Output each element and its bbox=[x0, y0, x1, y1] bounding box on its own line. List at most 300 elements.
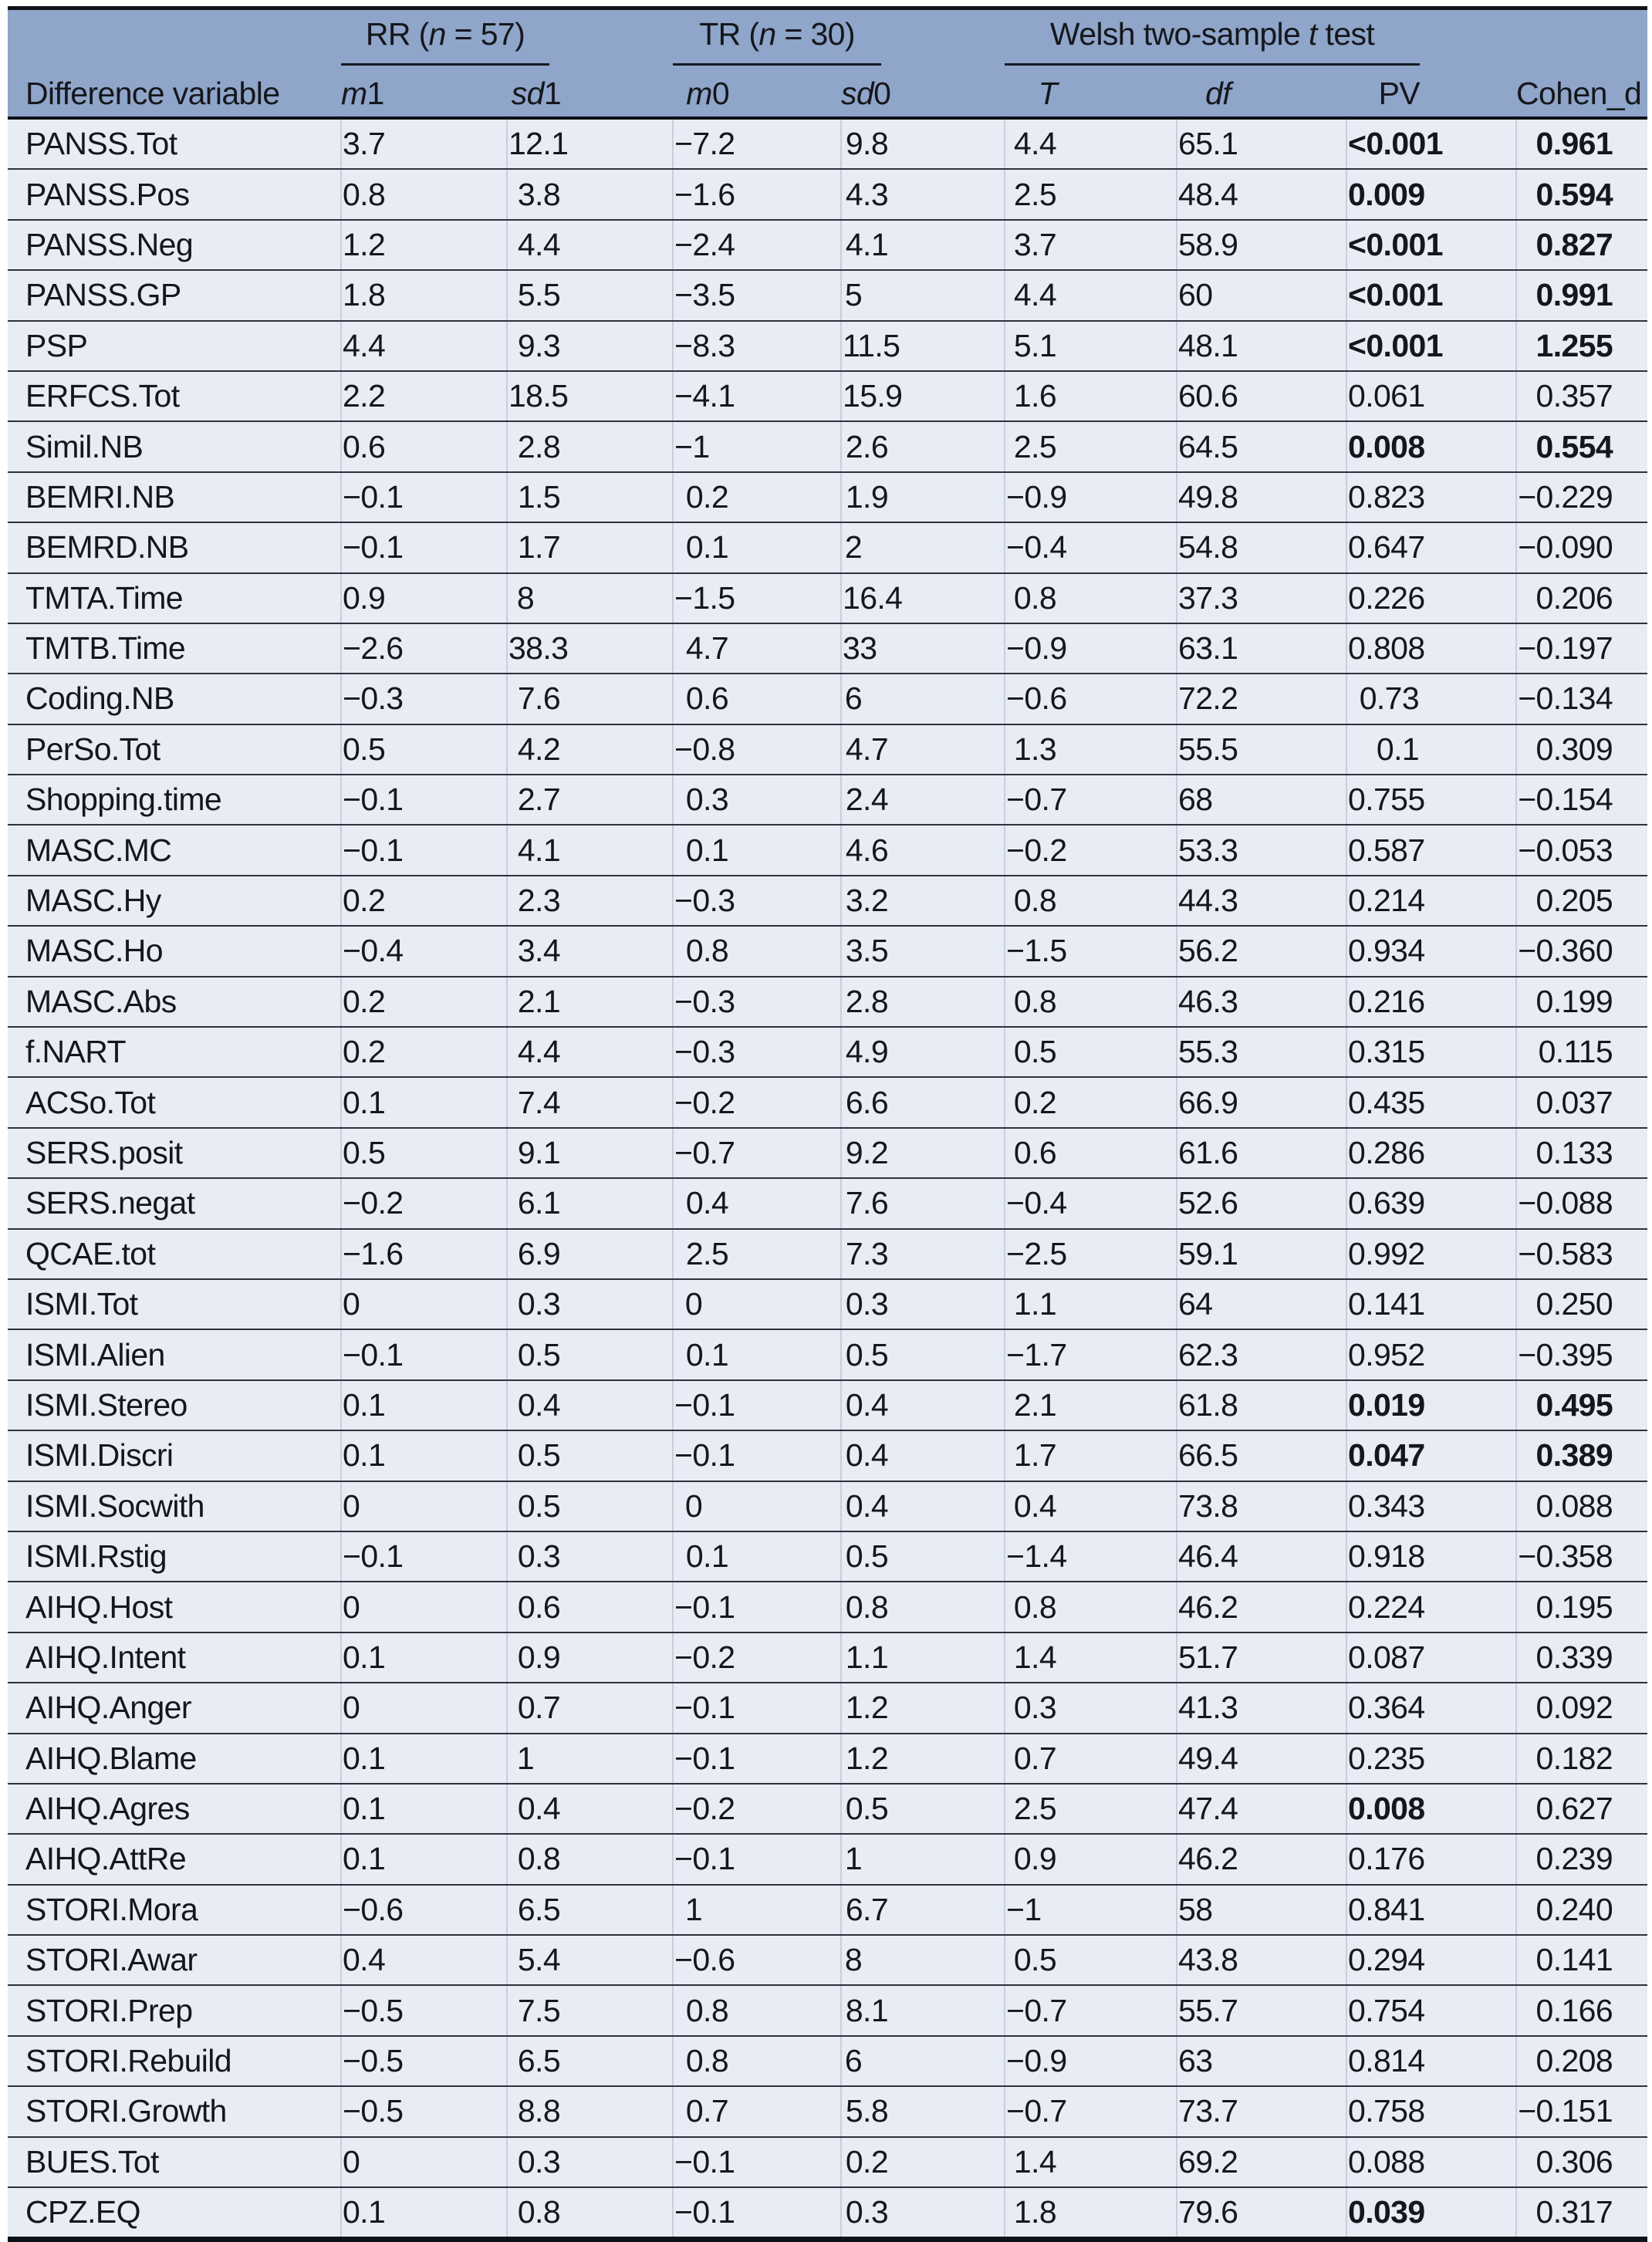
cell-sd0: 0.5 bbox=[841, 1531, 1005, 1582]
table-row bbox=[8, 270, 1647, 320]
table-row bbox=[8, 1380, 1647, 1430]
col-header-difference-variable: Difference variable bbox=[8, 66, 341, 118]
cell-pv: 0.061 bbox=[1346, 371, 1516, 421]
cell-pv: 0.235 bbox=[1346, 1734, 1516, 1784]
cell-sd0: 4.1 bbox=[841, 220, 1005, 270]
cell-m1: 0.2 bbox=[341, 1027, 507, 1077]
cell-pv: 0.755 bbox=[1346, 775, 1516, 825]
cell-m0: −0.7 bbox=[673, 1128, 841, 1178]
cell-variable: AIHQ.Host bbox=[8, 1582, 341, 1632]
table-row bbox=[8, 674, 1647, 724]
cell-cohen-d: 0.594 bbox=[1516, 169, 1647, 219]
cell-variable: TMTA.Time bbox=[8, 573, 341, 623]
table-row bbox=[8, 2137, 1647, 2187]
cell-sd1: 6.5 bbox=[507, 2036, 673, 2086]
cell-sd0: 1.9 bbox=[841, 472, 1005, 522]
table-row bbox=[8, 1128, 1647, 1178]
cell-t: 5.1 bbox=[1005, 321, 1177, 371]
cell-t: −2.5 bbox=[1005, 1229, 1177, 1279]
cell-t: 0.8 bbox=[1005, 876, 1177, 926]
cell-df: 61.6 bbox=[1177, 1128, 1346, 1178]
cell-df: 69.2 bbox=[1177, 2137, 1346, 2187]
cell-m1: 0.5 bbox=[341, 1128, 507, 1178]
cell-sd1: 0.5 bbox=[507, 1329, 673, 1379]
table-row bbox=[8, 1329, 1647, 1379]
welch-t-test-table bbox=[8, 6, 1647, 2242]
cell-variable: ACSo.Tot bbox=[8, 1077, 341, 1127]
cell-variable: f.NART bbox=[8, 1027, 341, 1077]
cell-m1: 2.2 bbox=[341, 371, 507, 421]
cell-df: 51.7 bbox=[1177, 1633, 1346, 1683]
cell-t: 4.4 bbox=[1005, 118, 1177, 169]
cell-df: 68 bbox=[1177, 775, 1346, 825]
cell-t: −1 bbox=[1005, 1885, 1177, 1935]
table-row bbox=[8, 1027, 1647, 1077]
cell-cohen-d: 0.827 bbox=[1516, 220, 1647, 270]
cell-m1: −0.5 bbox=[341, 2086, 507, 2136]
table-row bbox=[8, 472, 1647, 522]
cell-variable: MASC.Hy bbox=[8, 876, 341, 926]
cell-m1: −0.1 bbox=[341, 1531, 507, 1582]
cell-sd1: 2.7 bbox=[507, 775, 673, 825]
table-row bbox=[8, 1633, 1647, 1683]
cell-m0: −0.2 bbox=[673, 1633, 841, 1683]
cell-m0: 4.7 bbox=[673, 623, 841, 674]
cell-m1: −0.6 bbox=[341, 1885, 507, 1935]
cell-t: 0.6 bbox=[1005, 1128, 1177, 1178]
cell-df: 64.5 bbox=[1177, 421, 1346, 471]
cell-m0: −2.4 bbox=[673, 220, 841, 270]
cell-sd0: 0.3 bbox=[841, 1279, 1005, 1329]
cell-pv: 0.934 bbox=[1346, 926, 1516, 976]
cell-pv: 0.918 bbox=[1346, 1531, 1516, 1582]
cell-m1: 0.2 bbox=[341, 876, 507, 926]
cell-variable: MASC.MC bbox=[8, 825, 341, 875]
cell-sd1: 2.8 bbox=[507, 421, 673, 471]
cell-df: 49.4 bbox=[1177, 1734, 1346, 1784]
cell-df: 53.3 bbox=[1177, 825, 1346, 875]
column-header-row bbox=[8, 66, 1647, 118]
cell-df: 46.2 bbox=[1177, 1834, 1346, 1884]
cell-cohen-d: 0.339 bbox=[1516, 1633, 1647, 1683]
cell-cohen-d: 0.961 bbox=[1516, 118, 1647, 169]
table-row bbox=[8, 1279, 1647, 1329]
cell-df: 60 bbox=[1177, 270, 1346, 320]
cell-m0: 0.1 bbox=[673, 825, 841, 875]
cell-df: 55.3 bbox=[1177, 1027, 1346, 1077]
cell-m0: −0.6 bbox=[673, 1935, 841, 1985]
cell-cohen-d: 0.991 bbox=[1516, 270, 1647, 320]
table-row bbox=[8, 1784, 1647, 1834]
cell-sd1: 0.8 bbox=[507, 2187, 673, 2240]
cell-pv: 0.435 bbox=[1346, 1077, 1516, 1127]
cell-variable: ISMI.Discri bbox=[8, 1430, 341, 1481]
group-header-welsh-t-test bbox=[1005, 8, 1516, 66]
cell-pv: 0.823 bbox=[1346, 472, 1516, 522]
cell-cohen-d: 0.317 bbox=[1516, 2187, 1647, 2240]
cell-pv: 0.73 bbox=[1346, 674, 1516, 724]
col-header-sd0: sd0 bbox=[841, 66, 1005, 118]
cell-df: 61.8 bbox=[1177, 1380, 1346, 1430]
cell-t: −0.7 bbox=[1005, 2086, 1177, 2136]
cell-pv: 0.286 bbox=[1346, 1128, 1516, 1178]
cell-sd0: 6 bbox=[841, 674, 1005, 724]
cell-df: 48.4 bbox=[1177, 169, 1346, 219]
cell-cohen-d: 0.141 bbox=[1516, 1935, 1647, 1985]
cell-m0: 0 bbox=[673, 1481, 841, 1531]
cell-variable: TMTB.Time bbox=[8, 623, 341, 674]
cell-m1: −0.1 bbox=[341, 775, 507, 825]
cell-m1: 0 bbox=[341, 2137, 507, 2187]
table-row bbox=[8, 1985, 1647, 2035]
cell-m0: 0 bbox=[673, 1279, 841, 1329]
cell-sd1: 9.1 bbox=[507, 1128, 673, 1178]
cell-df: 59.1 bbox=[1177, 1229, 1346, 1279]
cell-pv: 0.315 bbox=[1346, 1027, 1516, 1077]
cell-pv: 0.364 bbox=[1346, 1683, 1516, 1733]
cell-sd0: 3.5 bbox=[841, 926, 1005, 976]
cell-sd1: 0.4 bbox=[507, 1380, 673, 1430]
cell-sd0: 7.6 bbox=[841, 1178, 1005, 1228]
cell-t: 0.8 bbox=[1005, 573, 1177, 623]
cell-variable: ISMI.Rstig bbox=[8, 1531, 341, 1582]
cell-variable: PSP bbox=[8, 321, 341, 371]
table-row bbox=[8, 1935, 1647, 1985]
cell-sd1: 8 bbox=[507, 573, 673, 623]
cell-sd1: 0.6 bbox=[507, 1582, 673, 1632]
cell-m0: −0.8 bbox=[673, 724, 841, 775]
cell-pv: 0.814 bbox=[1346, 2036, 1516, 2086]
table-row bbox=[8, 371, 1647, 421]
cell-m1: −0.2 bbox=[341, 1178, 507, 1228]
cell-pv: <0.001 bbox=[1346, 270, 1516, 320]
col-header-cohen-d: Cohen_d bbox=[1516, 66, 1647, 118]
cell-cohen-d: −0.151 bbox=[1516, 2086, 1647, 2136]
cell-cohen-d: −0.395 bbox=[1516, 1329, 1647, 1379]
cell-m0: 0.1 bbox=[673, 522, 841, 572]
cell-variable: AIHQ.Blame bbox=[8, 1734, 341, 1784]
cell-m1: −0.5 bbox=[341, 2036, 507, 2086]
cell-sd1: 12.1 bbox=[507, 118, 673, 169]
cell-pv: 0.047 bbox=[1346, 1430, 1516, 1481]
cell-variable: STORI.Awar bbox=[8, 1935, 341, 1985]
cell-m0: 1 bbox=[673, 1885, 841, 1935]
cell-sd1: 3.8 bbox=[507, 169, 673, 219]
cell-t: 2.5 bbox=[1005, 169, 1177, 219]
cell-pv: 0.754 bbox=[1346, 1985, 1516, 2035]
cell-pv: 0.808 bbox=[1346, 623, 1516, 674]
cell-sd1: 6.1 bbox=[507, 1178, 673, 1228]
cell-sd0: 4.6 bbox=[841, 825, 1005, 875]
cell-sd0: 0.2 bbox=[841, 2137, 1005, 2187]
cell-t: 1.4 bbox=[1005, 2137, 1177, 2187]
cell-df: 55.5 bbox=[1177, 724, 1346, 775]
cell-variable: PerSo.Tot bbox=[8, 724, 341, 775]
cell-m0: 0.8 bbox=[673, 2036, 841, 2086]
cell-m0: −0.1 bbox=[673, 1683, 841, 1733]
cell-sd1: 7.5 bbox=[507, 1985, 673, 2035]
cell-sd0: 5 bbox=[841, 270, 1005, 320]
group-header-tr bbox=[673, 8, 1005, 66]
cell-cohen-d: 0.199 bbox=[1516, 977, 1647, 1027]
cell-df: 66.9 bbox=[1177, 1077, 1346, 1127]
cell-variable: ISMI.Stereo bbox=[8, 1380, 341, 1430]
cell-m0: 0.1 bbox=[673, 1329, 841, 1379]
cell-m1: 0.1 bbox=[341, 2187, 507, 2240]
cell-sd1: 1.7 bbox=[507, 522, 673, 572]
cell-df: 79.6 bbox=[1177, 2187, 1346, 2240]
table-row bbox=[8, 1229, 1647, 1279]
table-row bbox=[8, 724, 1647, 775]
group-header-row bbox=[8, 8, 1647, 66]
cell-m0: −3.5 bbox=[673, 270, 841, 320]
cell-sd1: 0.5 bbox=[507, 1481, 673, 1531]
cell-sd1: 38.3 bbox=[507, 623, 673, 674]
cell-pv: 0.758 bbox=[1346, 2086, 1516, 2136]
cell-m0: 0.8 bbox=[673, 926, 841, 976]
cell-t: 2.5 bbox=[1005, 421, 1177, 471]
table-row bbox=[8, 775, 1647, 825]
cell-cohen-d: −0.583 bbox=[1516, 1229, 1647, 1279]
cell-variable: STORI.Prep bbox=[8, 1985, 341, 2035]
cell-df: 58 bbox=[1177, 1885, 1346, 1935]
table-header bbox=[8, 8, 1647, 119]
cell-variable: MASC.Abs bbox=[8, 977, 341, 1027]
cell-sd1: 5.5 bbox=[507, 270, 673, 320]
cell-variable: ERFCS.Tot bbox=[8, 371, 341, 421]
cell-cohen-d: −0.134 bbox=[1516, 674, 1647, 724]
cell-m1: −0.5 bbox=[341, 1985, 507, 2035]
group-label-tr: TR (n = 30) bbox=[673, 10, 881, 66]
cell-sd0: 16.4 bbox=[841, 573, 1005, 623]
cell-sd1: 0.5 bbox=[507, 1430, 673, 1481]
cell-t: 2.5 bbox=[1005, 1784, 1177, 1834]
cell-t: 1.7 bbox=[1005, 1430, 1177, 1481]
table-row bbox=[8, 169, 1647, 219]
cell-sd0: 8 bbox=[841, 1935, 1005, 1985]
table-row bbox=[8, 1077, 1647, 1127]
cell-df: 44.3 bbox=[1177, 876, 1346, 926]
cell-sd0: 6.7 bbox=[841, 1885, 1005, 1935]
cell-sd1: 4.4 bbox=[507, 1027, 673, 1077]
cell-t: 0.5 bbox=[1005, 1027, 1177, 1077]
cell-sd1: 18.5 bbox=[507, 371, 673, 421]
cell-pv: 0.039 bbox=[1346, 2187, 1516, 2240]
cell-sd1: 3.4 bbox=[507, 926, 673, 976]
cell-variable: MASC.Ho bbox=[8, 926, 341, 976]
cell-t: 4.4 bbox=[1005, 270, 1177, 320]
cell-sd1: 6.5 bbox=[507, 1885, 673, 1935]
cell-cohen-d: 0.239 bbox=[1516, 1834, 1647, 1884]
col-header-sd1: sd1 bbox=[507, 66, 673, 118]
cell-df: 58.9 bbox=[1177, 220, 1346, 270]
cell-m1: −1.6 bbox=[341, 1229, 507, 1279]
cell-m1: −0.1 bbox=[341, 522, 507, 572]
cell-cohen-d: 0.357 bbox=[1516, 371, 1647, 421]
cell-df: 52.6 bbox=[1177, 1178, 1346, 1228]
cell-sd0: 0.5 bbox=[841, 1329, 1005, 1379]
cell-m0: −0.2 bbox=[673, 1784, 841, 1834]
cell-m0: −0.1 bbox=[673, 1734, 841, 1784]
cell-variable: Shopping.time bbox=[8, 775, 341, 825]
cell-pv: 0.224 bbox=[1346, 1582, 1516, 1632]
cell-m1: 0 bbox=[341, 1683, 507, 1733]
cell-cohen-d: 0.627 bbox=[1516, 1784, 1647, 1834]
cell-pv: 0.008 bbox=[1346, 421, 1516, 471]
cell-cohen-d: 1.255 bbox=[1516, 321, 1647, 371]
cell-sd0: 11.5 bbox=[841, 321, 1005, 371]
cell-t: −0.7 bbox=[1005, 1985, 1177, 2035]
cell-cohen-d: 0.389 bbox=[1516, 1430, 1647, 1481]
cell-variable: CPZ.EQ bbox=[8, 2187, 341, 2240]
group-header-rr bbox=[341, 8, 673, 66]
cell-sd0: 0.4 bbox=[841, 1481, 1005, 1531]
cell-m1: −0.4 bbox=[341, 926, 507, 976]
col-header-t: T bbox=[1005, 66, 1177, 118]
cell-cohen-d: 0.195 bbox=[1516, 1582, 1647, 1632]
cell-df: 72.2 bbox=[1177, 674, 1346, 724]
cell-cohen-d: −0.229 bbox=[1516, 472, 1647, 522]
cell-df: 55.7 bbox=[1177, 1985, 1346, 2035]
cell-m1: 0.1 bbox=[341, 1633, 507, 1683]
cell-sd0: 0.4 bbox=[841, 1430, 1005, 1481]
cell-sd1: 9.3 bbox=[507, 321, 673, 371]
cell-cohen-d: 0.205 bbox=[1516, 876, 1647, 926]
cell-t: −0.7 bbox=[1005, 775, 1177, 825]
cell-m0: −1.6 bbox=[673, 169, 841, 219]
cell-cohen-d: −0.053 bbox=[1516, 825, 1647, 875]
cell-df: 62.3 bbox=[1177, 1329, 1346, 1379]
cell-m1: 0.1 bbox=[341, 1430, 507, 1481]
table-row bbox=[8, 2036, 1647, 2086]
cell-m1: −0.1 bbox=[341, 825, 507, 875]
cell-pv: 0.009 bbox=[1346, 169, 1516, 219]
cell-t: 3.7 bbox=[1005, 220, 1177, 270]
cell-variable: PANSS.Pos bbox=[8, 169, 341, 219]
cell-variable: AIHQ.Intent bbox=[8, 1633, 341, 1683]
cell-cohen-d: 0.037 bbox=[1516, 1077, 1647, 1127]
group-label-welsh-t-test: Welsh two-sample t test bbox=[1005, 10, 1420, 66]
cell-df: 73.8 bbox=[1177, 1481, 1346, 1531]
cell-variable: BEMRI.NB bbox=[8, 472, 341, 522]
cell-df: 47.4 bbox=[1177, 1784, 1346, 1834]
cell-pv: 0.008 bbox=[1346, 1784, 1516, 1834]
cell-sd0: 6 bbox=[841, 2036, 1005, 2086]
cell-m0: 0.1 bbox=[673, 1531, 841, 1582]
cell-sd0: 6.6 bbox=[841, 1077, 1005, 1127]
cell-m1: −0.1 bbox=[341, 1329, 507, 1379]
cell-t: 1.6 bbox=[1005, 371, 1177, 421]
cell-sd0: 0.8 bbox=[841, 1582, 1005, 1632]
cell-sd0: 15.9 bbox=[841, 371, 1005, 421]
cell-sd1: 2.1 bbox=[507, 977, 673, 1027]
cell-sd1: 5.4 bbox=[507, 1935, 673, 1985]
cell-cohen-d: 0.306 bbox=[1516, 2137, 1647, 2187]
cell-m0: −0.3 bbox=[673, 977, 841, 1027]
cell-sd1: 7.4 bbox=[507, 1077, 673, 1127]
cell-pv: 0.226 bbox=[1346, 573, 1516, 623]
cell-cohen-d: 0.088 bbox=[1516, 1481, 1647, 1531]
cell-m0: 0.8 bbox=[673, 1985, 841, 2035]
table-row bbox=[8, 1582, 1647, 1632]
cell-variable: STORI.Rebuild bbox=[8, 2036, 341, 2086]
cell-df: 60.6 bbox=[1177, 371, 1346, 421]
cell-cohen-d: 0.115 bbox=[1516, 1027, 1647, 1077]
cell-sd0: 3.2 bbox=[841, 876, 1005, 926]
cell-df: 46.4 bbox=[1177, 1531, 1346, 1582]
cell-m1: 0.1 bbox=[341, 1380, 507, 1430]
cell-t: 1.1 bbox=[1005, 1279, 1177, 1329]
cell-t: −1.4 bbox=[1005, 1531, 1177, 1582]
group-label-rr: RR (n = 57) bbox=[341, 10, 549, 66]
cell-variable: SERS.posit bbox=[8, 1128, 341, 1178]
cell-m1: 0.2 bbox=[341, 977, 507, 1027]
cell-cohen-d: 0.309 bbox=[1516, 724, 1647, 775]
table-row bbox=[8, 1885, 1647, 1935]
cell-m1: 0.9 bbox=[341, 573, 507, 623]
cell-m1: 0 bbox=[341, 1481, 507, 1531]
cell-variable: ISMI.Alien bbox=[8, 1329, 341, 1379]
cell-pv: <0.001 bbox=[1346, 220, 1516, 270]
cell-cohen-d: 0.166 bbox=[1516, 1985, 1647, 2035]
cell-cohen-d: −0.154 bbox=[1516, 775, 1647, 825]
cell-df: 41.3 bbox=[1177, 1683, 1346, 1733]
cell-sd1: 1 bbox=[507, 1734, 673, 1784]
cell-sd1: 0.4 bbox=[507, 1784, 673, 1834]
table-row bbox=[8, 220, 1647, 270]
cell-sd0: 1.2 bbox=[841, 1734, 1005, 1784]
cell-t: 0.4 bbox=[1005, 1481, 1177, 1531]
cell-t: 0.8 bbox=[1005, 977, 1177, 1027]
cell-m1: 0.1 bbox=[341, 1784, 507, 1834]
cell-variable: SERS.negat bbox=[8, 1178, 341, 1228]
cell-pv: 0.841 bbox=[1346, 1885, 1516, 1935]
cell-sd0: 0.4 bbox=[841, 1380, 1005, 1430]
cell-cohen-d: 0.208 bbox=[1516, 2036, 1647, 2086]
table-row bbox=[8, 876, 1647, 926]
cell-m0: −0.1 bbox=[673, 1834, 841, 1884]
cell-t: −0.4 bbox=[1005, 1178, 1177, 1228]
cell-cohen-d: 0.554 bbox=[1516, 421, 1647, 471]
cell-cohen-d: −0.358 bbox=[1516, 1531, 1647, 1582]
cell-df: 43.8 bbox=[1177, 1935, 1346, 1985]
cell-m1: 0 bbox=[341, 1582, 507, 1632]
cell-pv: <0.001 bbox=[1346, 118, 1516, 169]
cell-m1: 0.6 bbox=[341, 421, 507, 471]
cell-variable: AIHQ.Anger bbox=[8, 1683, 341, 1733]
table-row bbox=[8, 2187, 1647, 2240]
cell-df: 37.3 bbox=[1177, 573, 1346, 623]
cell-variable: Coding.NB bbox=[8, 674, 341, 724]
cell-variable: PANSS.GP bbox=[8, 270, 341, 320]
cell-sd0: 9.2 bbox=[841, 1128, 1005, 1178]
cell-m0: 0.3 bbox=[673, 775, 841, 825]
cell-t: −1.5 bbox=[1005, 926, 1177, 976]
cell-sd1: 1.5 bbox=[507, 472, 673, 522]
cell-m1: 1.8 bbox=[341, 270, 507, 320]
cell-sd0: 9.8 bbox=[841, 118, 1005, 169]
cell-df: 73.7 bbox=[1177, 2086, 1346, 2136]
cell-pv: 0.587 bbox=[1346, 825, 1516, 875]
cell-df: 65.1 bbox=[1177, 118, 1346, 169]
table-row bbox=[8, 1531, 1647, 1582]
cell-sd1: 7.6 bbox=[507, 674, 673, 724]
cell-sd0: 8.1 bbox=[841, 1985, 1005, 2035]
table-row bbox=[8, 1683, 1647, 1733]
cell-pv: 0.992 bbox=[1346, 1229, 1516, 1279]
cell-sd1: 6.9 bbox=[507, 1229, 673, 1279]
cell-t: 0.7 bbox=[1005, 1734, 1177, 1784]
